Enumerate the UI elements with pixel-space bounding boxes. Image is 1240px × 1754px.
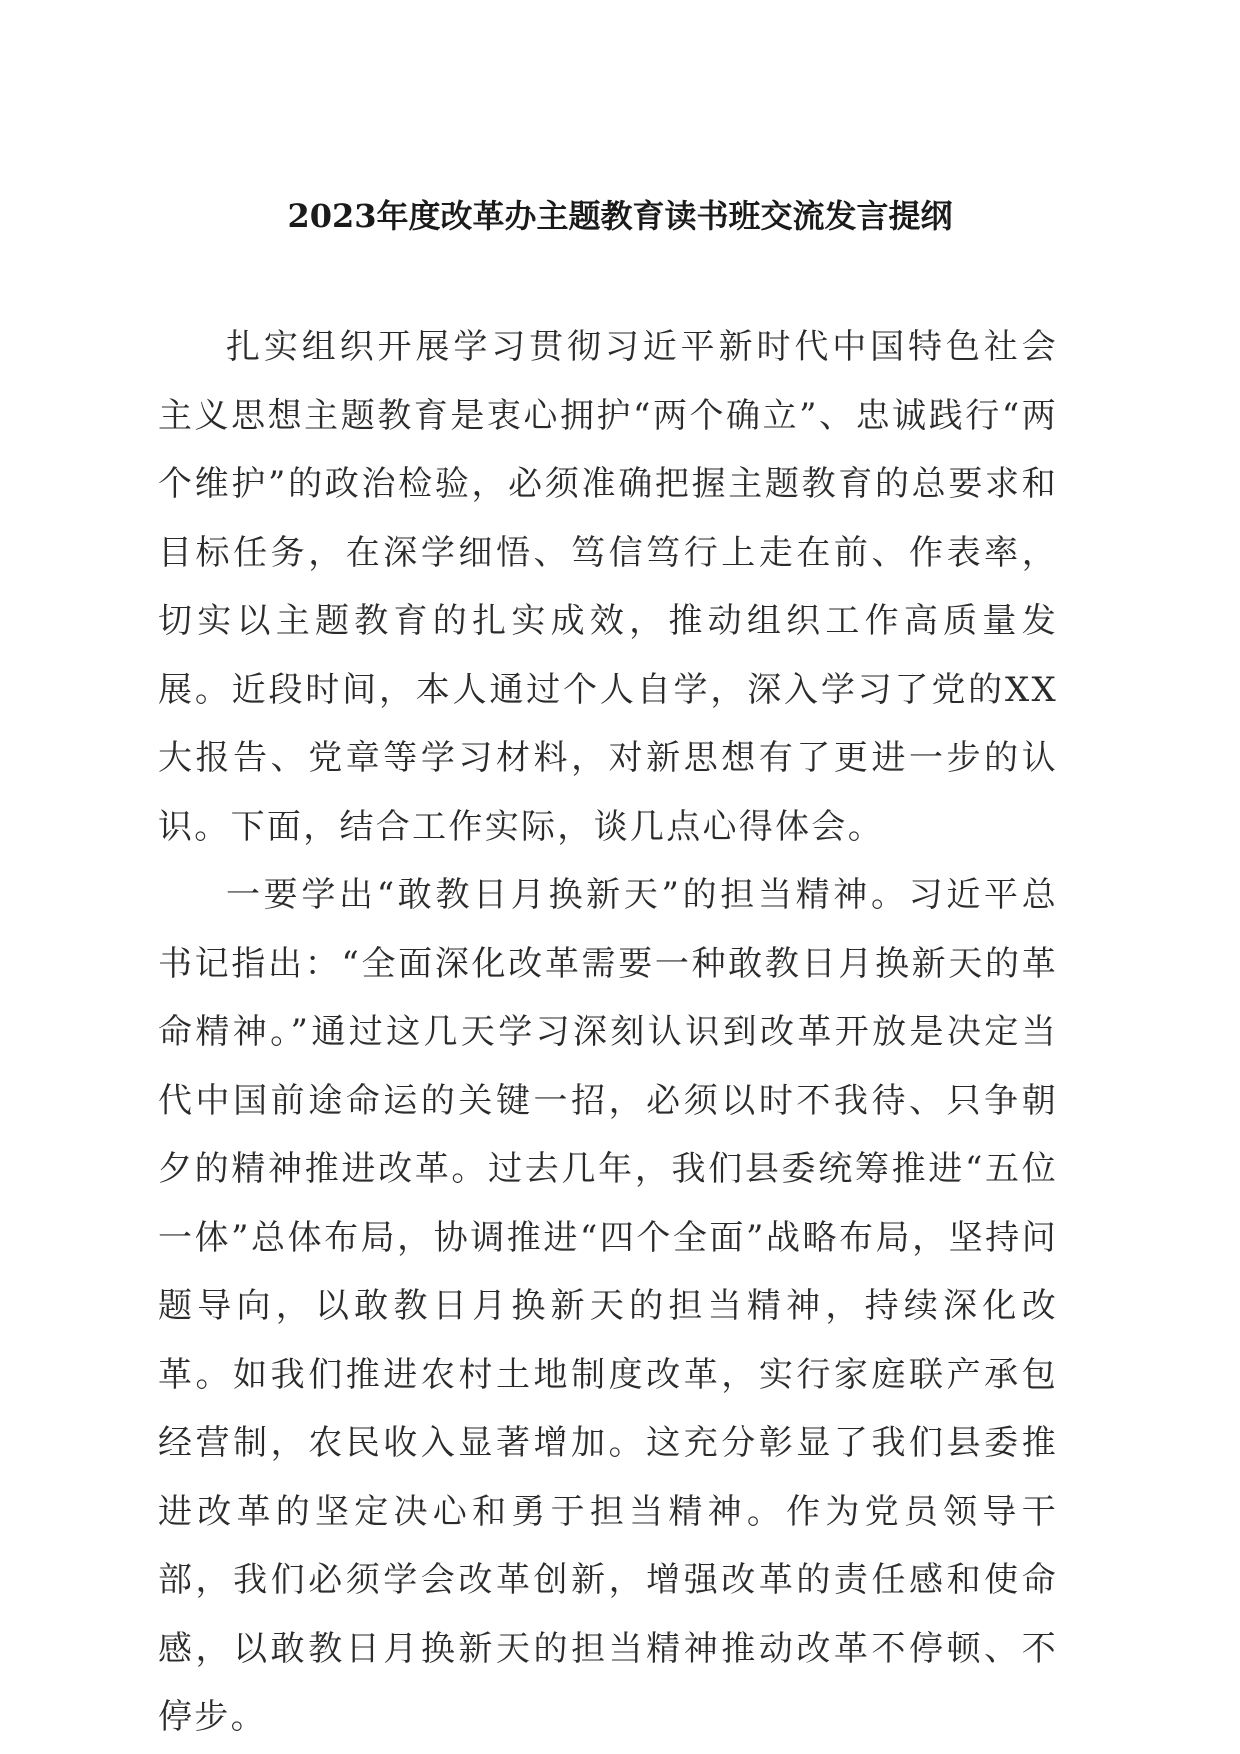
document-body (158, 313, 1058, 1752)
document-title: 2023年度改革办主题教育读书班交流发言提纲 (287, 197, 953, 235)
paragraph-point-one: 一要学出“敢教日月换新天”的担当精神。习近平总书记指出：“全面深化改革需要一种敢教日月换新天的革命精神。”通过这几天学习深刻认识到改革开放是决定当代中国前途命运的关键一招，必须以时不我待、只争朝夕的精神推进改革。过去几年，我们县委统筹推进“五位一体”总体布局，协调推进“四个全面”战略布局，坚持问题导向，以敢教日月换新天的担当精神，持续深化改革。如我们推进农村土地制度改革，实行家庭联产承包经营制，农民收入显著增加。这充分彰显了我们县委推进改革的坚定决心和勇于担当精神。作为党员领导干部，我们必须学会改革创新，增强改革的责任感和使命感，以敢教日月换新天的担当精神推动改革不停顿、不停步。 (158, 875, 1058, 1737)
paragraph-intro: 扎实组织开展学习贯彻习近平新时代中国特色社会主义思想主题教育是衷心拥护“两个确立”、忠诚践行“两个维护”的政治检验，必须准确把握主题教育的总要求和目标任务，在深学细悟、笃信笃行上走在前、作表率，切实以主题教育的扎实成效，推动组织工作高质量发展。近段时间，本人通过个人自学，深入学习了党的XX大报告、党章等学习材料，对新思想有了更进一步的认识。下面，结合工作实际，谈几点心得体会。 (158, 327, 1058, 847)
